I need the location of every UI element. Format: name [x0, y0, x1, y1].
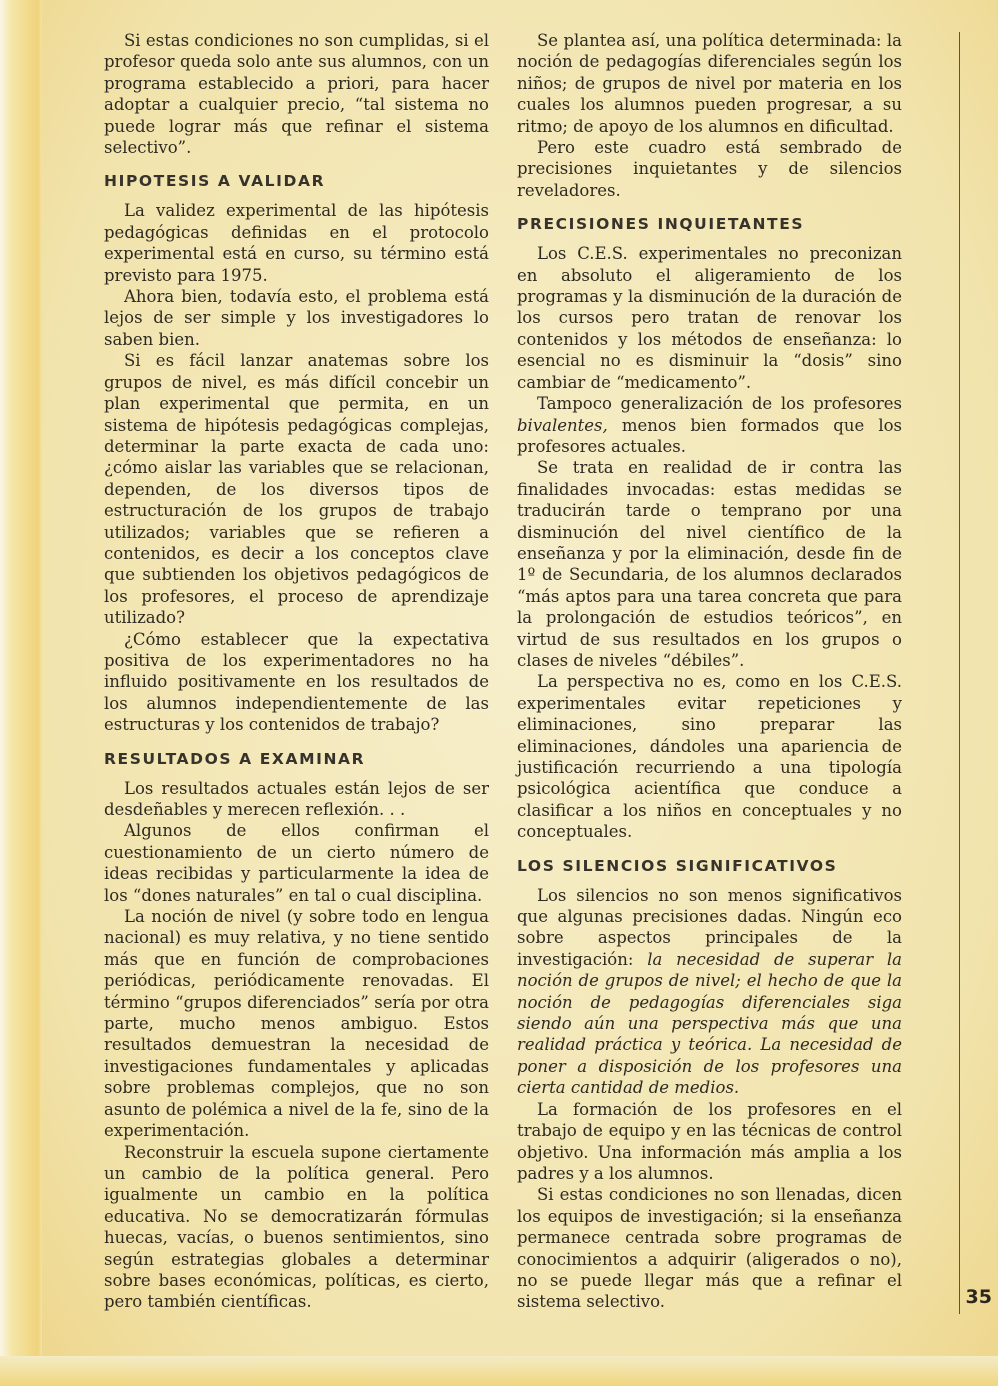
heading-precisiones: PRECISIONES INQUIETANTES	[517, 215, 805, 234]
heading-hipotesis: HIPOTESIS A VALIDAR	[104, 172, 326, 191]
right-margin-rule	[959, 32, 960, 1314]
bivalentes-emphasis: bivalentes,	[517, 415, 608, 435]
left-paragraph-7: Algunos de ellos confirman el cuestionamiento de un cierto número de ideas recibidas y particularmente la idea de los “dones naturales” en tal o cual disciplina.	[104, 821, 489, 905]
right-paragraph-7	[517, 885, 902, 1099]
right-column	[517, 30, 902, 1313]
page-number: 35	[965, 1286, 992, 1308]
right-paragraph-6: La perspectiva no es, como en los C.E.S. experimentales evitar repeticiones y eliminaciones, sino preparar las eliminaciones, dándoles una apariencia de justificación recurriendo a una tipología psicológica acientífica que conduce a clasificar a los niños en conceptuales y no conceptuales.	[517, 672, 902, 842]
left-paragraph-9: Reconstruir la escuela supone ciertamente un cambio de la política general. Pero igualmente un cambio en la política educativa. No se democratizarán fórmulas huecas, vacías, o buenos sentimientos, sino según estrategias globales a determinar sobre bases económicas, políticas, es cierto, pero también científicas.	[104, 1142, 489, 1312]
left-paragraph-5: ¿Cómo establecer que la expectativa positiva de los experimentadores no ha influido positivamente en los resultados de los alumnos independientemente de las estructuras y los contenidos de trabajo?	[104, 629, 489, 735]
scan-margin-bottom	[0, 1356, 998, 1386]
right-paragraph-4	[517, 393, 902, 457]
left-paragraph-6: Los resultados actuales están lejos de ser desdeñables y merecen reflexión. . .	[104, 778, 489, 819]
right-paragraph-4-start: Tampoco generalización de los profesores	[537, 394, 902, 414]
heading-silencios: LOS SILENCIOS SIGNIFICATIVOS	[517, 856, 838, 875]
right-paragraph-2: Pero este cuadro está sembrado de precisiones inquietantes y de silencios reveladores.	[517, 138, 902, 200]
left-paragraph-2: La validez experimental de las hipótesis pedagógicas definidas en el protocolo experimental está en curso, su término está previsto para 1975.	[104, 201, 489, 285]
left-column	[104, 30, 489, 1313]
right-paragraph-9: Si estas condiciones no son llenadas, dicen los equipos de investigación; si la enseñanza permanece centrada sobre programas de conocimientos a adquirir (aligerados o no), no se puede llegar más que a refinar el sistema selectivo.	[517, 1185, 902, 1312]
magazine-page	[42, 0, 998, 1386]
right-paragraph-7-start: Los silencios no son menos significativos que algunas precisiones dadas. Ningún eco sobre aspectos principales de la investigación:	[517, 885, 902, 969]
left-paragraph-1: Si estas condiciones no son cumplidas, si el profesor queda solo ante sus alumnos, con un programa establecido a priori, para hacer adoptar a cualquier precio, “tal sistema no puede lograr más que refinar el sistema selectivo”.	[104, 31, 489, 158]
right-paragraph-8: La formación de los profesores en el trabajo de equipo y en las técnicas de control objetivo. Una información más amplia a los padres y a los alumnos.	[517, 1099, 902, 1183]
left-paragraph-8: La noción de nivel (y sobre todo en lengua nacional) es muy relativa, y no tiene sentido más que en función de comprobaciones periódicas, periódicamente renovadas. El término “grupos diferenciados” sería por otra parte, mucho menos ambiguo. Estos resultados demuestran la necesidad de investigaciones fundamentales y aplicadas sobre problemas complejos, que no son asunto de polémica a nivel de la fe, sino de la experimentación.	[104, 907, 489, 1141]
left-paragraph-3: Ahora bien, todavía esto, el problema está lejos de ser simple y los investigadores lo saben bien.	[104, 287, 489, 349]
italic-passage: la necesidad de superar la noción de grupos de nivel; el hecho de que la noción de pedagogías diferenciales siga siendo aún una perspectiva más que una realidad práctica y teórica. La necesidad de poner a disposición de los profesores una cierta cantidad de medios.	[517, 949, 902, 1098]
heading-resultados: RESULTADOS A EXAMINAR	[104, 749, 366, 768]
right-paragraph-5: Se trata en realidad de ir contra las finalidades invocadas: estas medidas se traducirán tarde o temprano por una disminución del nivel científico de la enseñanza y por la eliminación, desde fin de 1º de Secundaria, de los alumnos declarados “más aptos para una tarea concreta que para la prolongación de estudios teóricos”, en virtud de sus resultados en los grupos o clases de niveles “débiles”.	[517, 458, 902, 670]
right-paragraph-4-end: menos bien formados que los profesores actuales.	[517, 415, 902, 456]
scan-margin-left	[0, 0, 42, 1386]
left-paragraph-4: Si es fácil lanzar anatemas sobre los grupos de nivel, es más difícil concebir un plan experimental que permita, en un sistema de hipótesis pedagógicas complejas, determinar la parte exacta de cada uno: ¿cómo aislar las variables que se relacionan, dependen, de los diversos tipos de estructuración de los grupos de trabajo utilizados; variables que se refieren a contenidos, es decir a los conceptos clave que subtienden los objetivos pedagógicos de los profesores, el proceso de aprendizaje utilizado?	[104, 351, 489, 628]
right-paragraph-1: Se plantea así, una política determinada: la noción de pedagogías diferenciales según los niños; de grupos de nivel por materia en los cuales los alumnos pueden progresar, a su ritmo; de apoyo de los alumnos en dificultad.	[517, 31, 902, 136]
right-paragraph-3: Los C.E.S. experimentales no preconizan en absoluto el aligeramiento de los programas y la disminución de la duración de los cursos pero tratan de renovar los contenidos y los métodos de enseñanza: lo esencial no es disminuir la “dosis” sino cambiar de “medicamento”.	[517, 244, 902, 392]
